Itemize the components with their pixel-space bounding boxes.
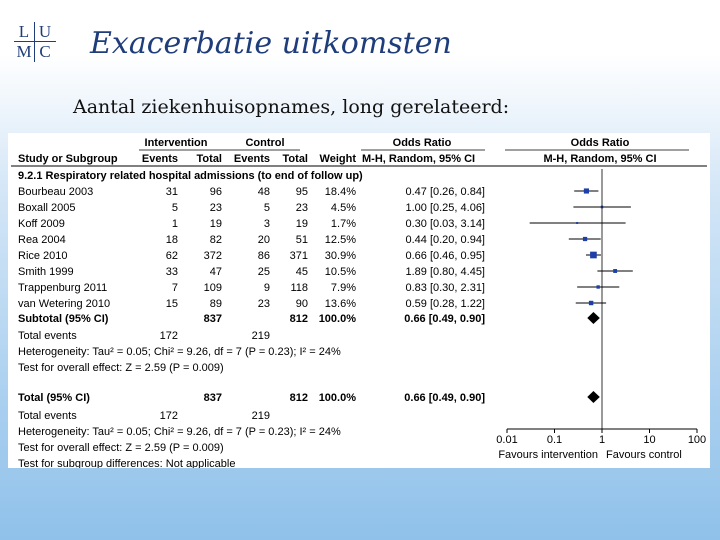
header-events-control: Events: [233, 153, 270, 165]
study-events-intervention: 18: [165, 234, 178, 246]
header-total-control: Total: [282, 153, 308, 165]
study-total-control: 118: [290, 282, 308, 294]
total-overall-effect: Test for overall effect: Z = 2.59 (P = 0.009): [18, 442, 224, 454]
study-events-control: 5: [263, 202, 270, 214]
study-total-intervention: 82: [209, 234, 222, 246]
lumc-logo: [14, 22, 56, 62]
study-total-control: 19: [295, 218, 308, 230]
x-tick-label: 100: [687, 434, 707, 446]
study-marker: [576, 222, 578, 224]
study-total-intervention: 96: [209, 186, 222, 198]
total-events-control: 219: [251, 410, 270, 422]
study-total-intervention: 23: [209, 202, 222, 214]
study-weight: 13.6%: [324, 298, 356, 310]
study-marker: [596, 285, 599, 288]
forest-plot: [8, 133, 710, 468]
header-odds-ratio: Odds Ratio: [392, 137, 452, 149]
total-heterogeneity: Heterogeneity: Tau² = 0.05; Chi² = 9.26, df = 7 (P = 0.23); I² = 24%: [18, 426, 341, 438]
subtotal-events-label: Total events: [18, 330, 77, 342]
study-events-control: 9: [263, 282, 270, 294]
study-weight: 18.4%: [324, 186, 356, 198]
study-events-control: 23: [257, 298, 270, 310]
study-events-control: 3: [263, 218, 270, 230]
study-marker: [590, 252, 597, 259]
favours-intervention-label: Favours intervention: [498, 449, 598, 461]
study-total-control: 23: [295, 202, 308, 214]
header-control: Control: [245, 137, 285, 149]
study-ci: 0.44 [0.20, 0.94]: [405, 234, 485, 246]
header-events-intervention: Events: [141, 153, 178, 165]
study-total-intervention: 372: [203, 250, 222, 262]
total-events-label: Total events: [18, 410, 77, 422]
study-ci: 0.66 [0.46, 0.95]: [405, 250, 485, 262]
subtotal-label: Subtotal (95% CI): [18, 313, 109, 325]
study-marker: [584, 188, 589, 193]
logo-letter: L: [18, 22, 30, 41]
subtotal-heterogeneity: Heterogeneity: Tau² = 0.05; Chi² = 9.26, df = 7 (P = 0.23); I² = 24%: [18, 346, 341, 358]
study-weight: 12.5%: [324, 234, 356, 246]
study-events-intervention: 5: [171, 202, 178, 214]
study-ci: 1.89 [0.80, 4.45]: [405, 266, 485, 278]
study-total-control: 90: [295, 298, 308, 310]
subtotal-total-control: 812: [289, 313, 308, 325]
subtotal-events-control: 219: [251, 330, 270, 342]
study-events-control: 25: [257, 266, 270, 278]
subtotal-overall-effect: Test for overall effect: Z = 2.59 (P = 0.009): [18, 362, 224, 374]
study-marker: [613, 269, 617, 273]
study-weight: 7.9%: [330, 282, 356, 294]
total-events-intervention: 172: [159, 410, 178, 422]
logo-letter: C: [39, 42, 51, 61]
subtotal-total-intervention: 837: [203, 313, 222, 325]
study-events-control: 48: [257, 186, 270, 198]
study-name: Boxall 2005: [18, 202, 76, 214]
study-events-intervention: 62: [165, 250, 178, 262]
subgroup-title: 9.2.1 Respiratory related hospital admissions (to end of follow up): [18, 170, 363, 182]
subtotal-weight: 100.0%: [318, 313, 356, 325]
study-ci: 0.30 [0.03, 3.14]: [405, 218, 485, 230]
x-tick-label: 0.1: [546, 434, 563, 446]
header-intervention: Intervention: [144, 137, 208, 149]
header-odds-ratio-plot: Odds Ratio: [570, 137, 630, 149]
logo-divider: [14, 41, 56, 42]
slide-title: Exacerbatie uitkomsten: [90, 26, 452, 61]
study-ci: 0.59 [0.28, 1.22]: [405, 298, 485, 310]
study-marker: [583, 237, 587, 241]
header-method: M-H, Random, 95% CI: [362, 153, 476, 165]
study-total-intervention: 19: [209, 218, 222, 230]
total-total-intervention: 837: [203, 392, 222, 404]
total-total-control: 812: [289, 392, 308, 404]
total-weight: 100.0%: [318, 392, 356, 404]
study-name: Bourbeau 2003: [18, 186, 94, 198]
logo-letter: M: [16, 42, 32, 61]
favours-control-label: Favours control: [606, 449, 682, 461]
x-tick-label: 1: [598, 434, 606, 446]
subgroup-differences: Test for subgroup differences: Not applicable: [18, 458, 236, 468]
x-tick-label: 10: [643, 434, 656, 446]
study-marker: [589, 301, 593, 305]
study-events-intervention: 1: [171, 218, 178, 230]
study-name: van Wetering 2010: [18, 298, 111, 310]
plot-marks: [530, 188, 633, 403]
header-study: Study or Subgroup: [18, 153, 118, 165]
x-axis-ticks: [496, 429, 706, 446]
header-weight: Weight: [319, 153, 356, 165]
study-total-intervention: 109: [203, 282, 222, 294]
study-name: Rice 2010: [18, 250, 68, 262]
study-weight: 30.9%: [324, 250, 356, 262]
subtotal-ci: 0.66 [0.49, 0.90]: [404, 313, 485, 325]
total-ci: 0.66 [0.49, 0.90]: [404, 392, 485, 404]
study-events-control: 20: [257, 234, 270, 246]
total-diamond: [587, 391, 600, 403]
study-events-intervention: 33: [165, 266, 178, 278]
study-events-intervention: 31: [165, 186, 178, 198]
subtotal-events-intervention: 172: [159, 330, 178, 342]
study-total-intervention: 89: [209, 298, 222, 310]
logo-divider: [34, 22, 35, 62]
study-weight: 10.5%: [324, 266, 356, 278]
study-total-intervention: 47: [209, 266, 222, 278]
study-name: Smith 1999: [18, 266, 74, 278]
study-ci: 0.47 [0.26, 0.84]: [405, 186, 485, 198]
study-events-intervention: 7: [171, 282, 178, 294]
slide-subtitle: Aantal ziekenhuisopnames, long gerelateerd:: [73, 96, 510, 118]
forest-plot-panel: [8, 133, 710, 468]
study-total-control: 45: [295, 266, 308, 278]
study-events-control: 86: [257, 250, 270, 262]
study-total-control: 51: [295, 234, 308, 246]
study-events-intervention: 15: [165, 298, 178, 310]
study-total-control: 95: [295, 186, 308, 198]
study-name: Koff 2009: [18, 218, 65, 230]
x-tick-label: 0.01: [496, 434, 518, 446]
study-name: Rea 2004: [18, 234, 66, 246]
study-total-control: 371: [289, 250, 308, 262]
total-label: Total (95% CI): [18, 392, 90, 404]
header-method-plot: M-H, Random, 95% CI: [543, 153, 657, 165]
study-weight: 1.7%: [330, 218, 356, 230]
study-ci: 1.00 [0.25, 4.06]: [405, 202, 485, 214]
study-rows: [18, 186, 485, 310]
subtotal-diamond: [587, 312, 600, 324]
study-ci: 0.83 [0.30, 2.31]: [405, 282, 485, 294]
header-total-intervention: Total: [196, 153, 222, 165]
study-weight: 4.5%: [330, 202, 356, 214]
study-name: Trappenburg 2011: [18, 282, 108, 294]
logo-letter: U: [38, 22, 52, 41]
